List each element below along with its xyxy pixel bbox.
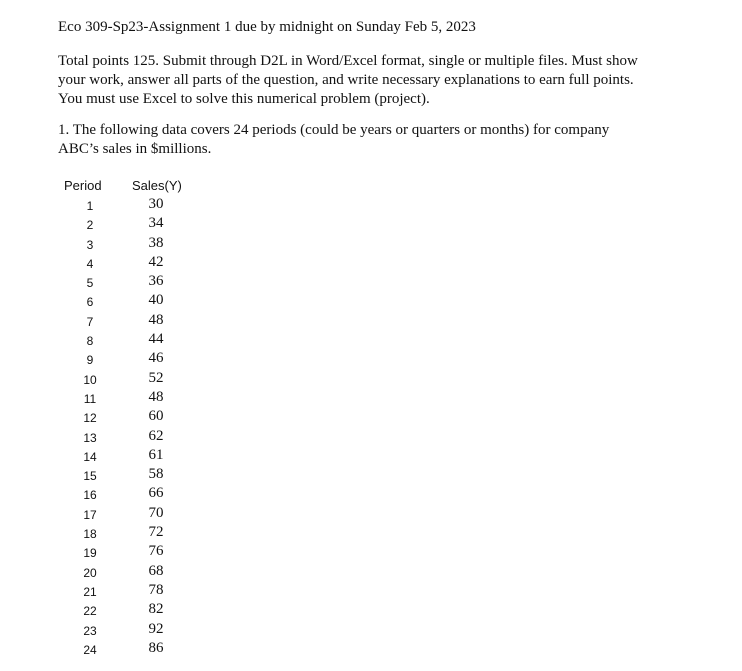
- period-cell: 9: [86, 353, 94, 368]
- table-row: [58, 331, 188, 350]
- table-row: [58, 640, 188, 659]
- period-cell: 10: [83, 372, 97, 387]
- table-row: [58, 408, 188, 427]
- sales-cell: 40: [148, 292, 164, 309]
- period-cell: 16: [83, 488, 97, 503]
- sales-cell: 46: [148, 350, 164, 367]
- period-cell: 14: [83, 449, 97, 464]
- table-row: [58, 273, 188, 292]
- table-row: [58, 505, 188, 524]
- period-cell: 22: [83, 604, 97, 619]
- sales-cell: 68: [148, 562, 164, 579]
- period-cell: 18: [83, 527, 97, 542]
- table-row: [58, 254, 188, 273]
- sales-cell: 78: [148, 581, 164, 598]
- table-row: [58, 215, 188, 234]
- period-cell: 15: [83, 469, 97, 484]
- sales-data-table: [58, 177, 188, 659]
- sales-cell: 52: [148, 369, 164, 386]
- sales-cell: 58: [148, 466, 164, 483]
- period-cell: 6: [86, 295, 94, 310]
- period-column-header: Period: [64, 178, 102, 193]
- table-row: [58, 621, 188, 640]
- table-row: [58, 292, 188, 311]
- period-cell: 11: [83, 391, 97, 406]
- sales-cell: 30: [148, 196, 164, 212]
- table-row: [58, 524, 188, 543]
- table-row: [58, 389, 188, 408]
- sales-cell: 60: [148, 408, 164, 425]
- table-row: [58, 370, 188, 389]
- table-header: [58, 177, 188, 196]
- table-row: [58, 485, 188, 504]
- instructions-line: Total points 125. Submit through D2L in Word/Excel format, single or multiple files. Must show: [58, 53, 638, 69]
- sales-cell: 34: [148, 215, 164, 232]
- sales-cell: 36: [148, 273, 164, 290]
- table-body: [58, 196, 188, 659]
- table-row: [58, 235, 188, 254]
- sales-cell: 76: [148, 543, 164, 560]
- assignment-title: Eco 309-Sp23-Assignment 1 due by midnight on Sunday Feb 5, 2023: [58, 19, 476, 35]
- sales-cell: 70: [148, 504, 164, 521]
- sales-cell: 38: [148, 234, 164, 251]
- sales-cell: 62: [148, 427, 164, 444]
- period-cell: 8: [86, 334, 94, 349]
- sales-cell: 82: [148, 601, 164, 618]
- sales-cell: 92: [148, 620, 164, 637]
- period-cell: 19: [83, 546, 97, 561]
- table-row: [58, 428, 188, 447]
- question-line: ABC’s sales in $millions.: [58, 141, 212, 157]
- period-cell: 21: [83, 584, 97, 599]
- period-cell: 5: [86, 276, 94, 291]
- period-cell: 4: [86, 256, 94, 271]
- sales-cell: 72: [148, 524, 164, 541]
- sales-cell: 44: [148, 331, 164, 348]
- period-cell: 2: [86, 218, 94, 233]
- period-cell: 3: [86, 237, 94, 252]
- period-cell: 7: [86, 314, 94, 329]
- table-row: [58, 466, 188, 485]
- period-cell: 20: [83, 565, 97, 580]
- table-row: [58, 447, 188, 466]
- table-row: [58, 312, 188, 331]
- table-row: [58, 582, 188, 601]
- period-cell: 12: [83, 411, 97, 426]
- instructions-paragraph: [58, 52, 638, 109]
- table-row: [58, 196, 188, 215]
- sales-cell: 61: [148, 446, 164, 463]
- sales-cell: 48: [148, 311, 164, 328]
- question-line: 1. The following data covers 24 periods (could be years or quarters or months) for company: [58, 122, 610, 138]
- table-row: [58, 601, 188, 620]
- instructions-line: your work, answer all parts of the question, and write necessary explanations to earn full points.: [58, 72, 634, 88]
- instructions-line: You must use Excel to solve this numerical problem (project).: [58, 91, 430, 107]
- table-row: [58, 543, 188, 562]
- table-row: [58, 563, 188, 582]
- sales-column-header: Sales(Y): [132, 178, 182, 193]
- period-cell: 23: [83, 623, 97, 638]
- period-cell: 1: [86, 199, 94, 213]
- sales-cell: 86: [148, 639, 164, 656]
- question-paragraph: [58, 121, 609, 159]
- sales-cell: 42: [148, 253, 164, 270]
- sales-cell: 48: [148, 388, 164, 405]
- sales-cell: 66: [148, 485, 164, 502]
- period-cell: 24: [83, 642, 97, 657]
- period-cell: 17: [83, 507, 97, 522]
- period-cell: 13: [83, 430, 97, 445]
- table-row: [58, 350, 188, 369]
